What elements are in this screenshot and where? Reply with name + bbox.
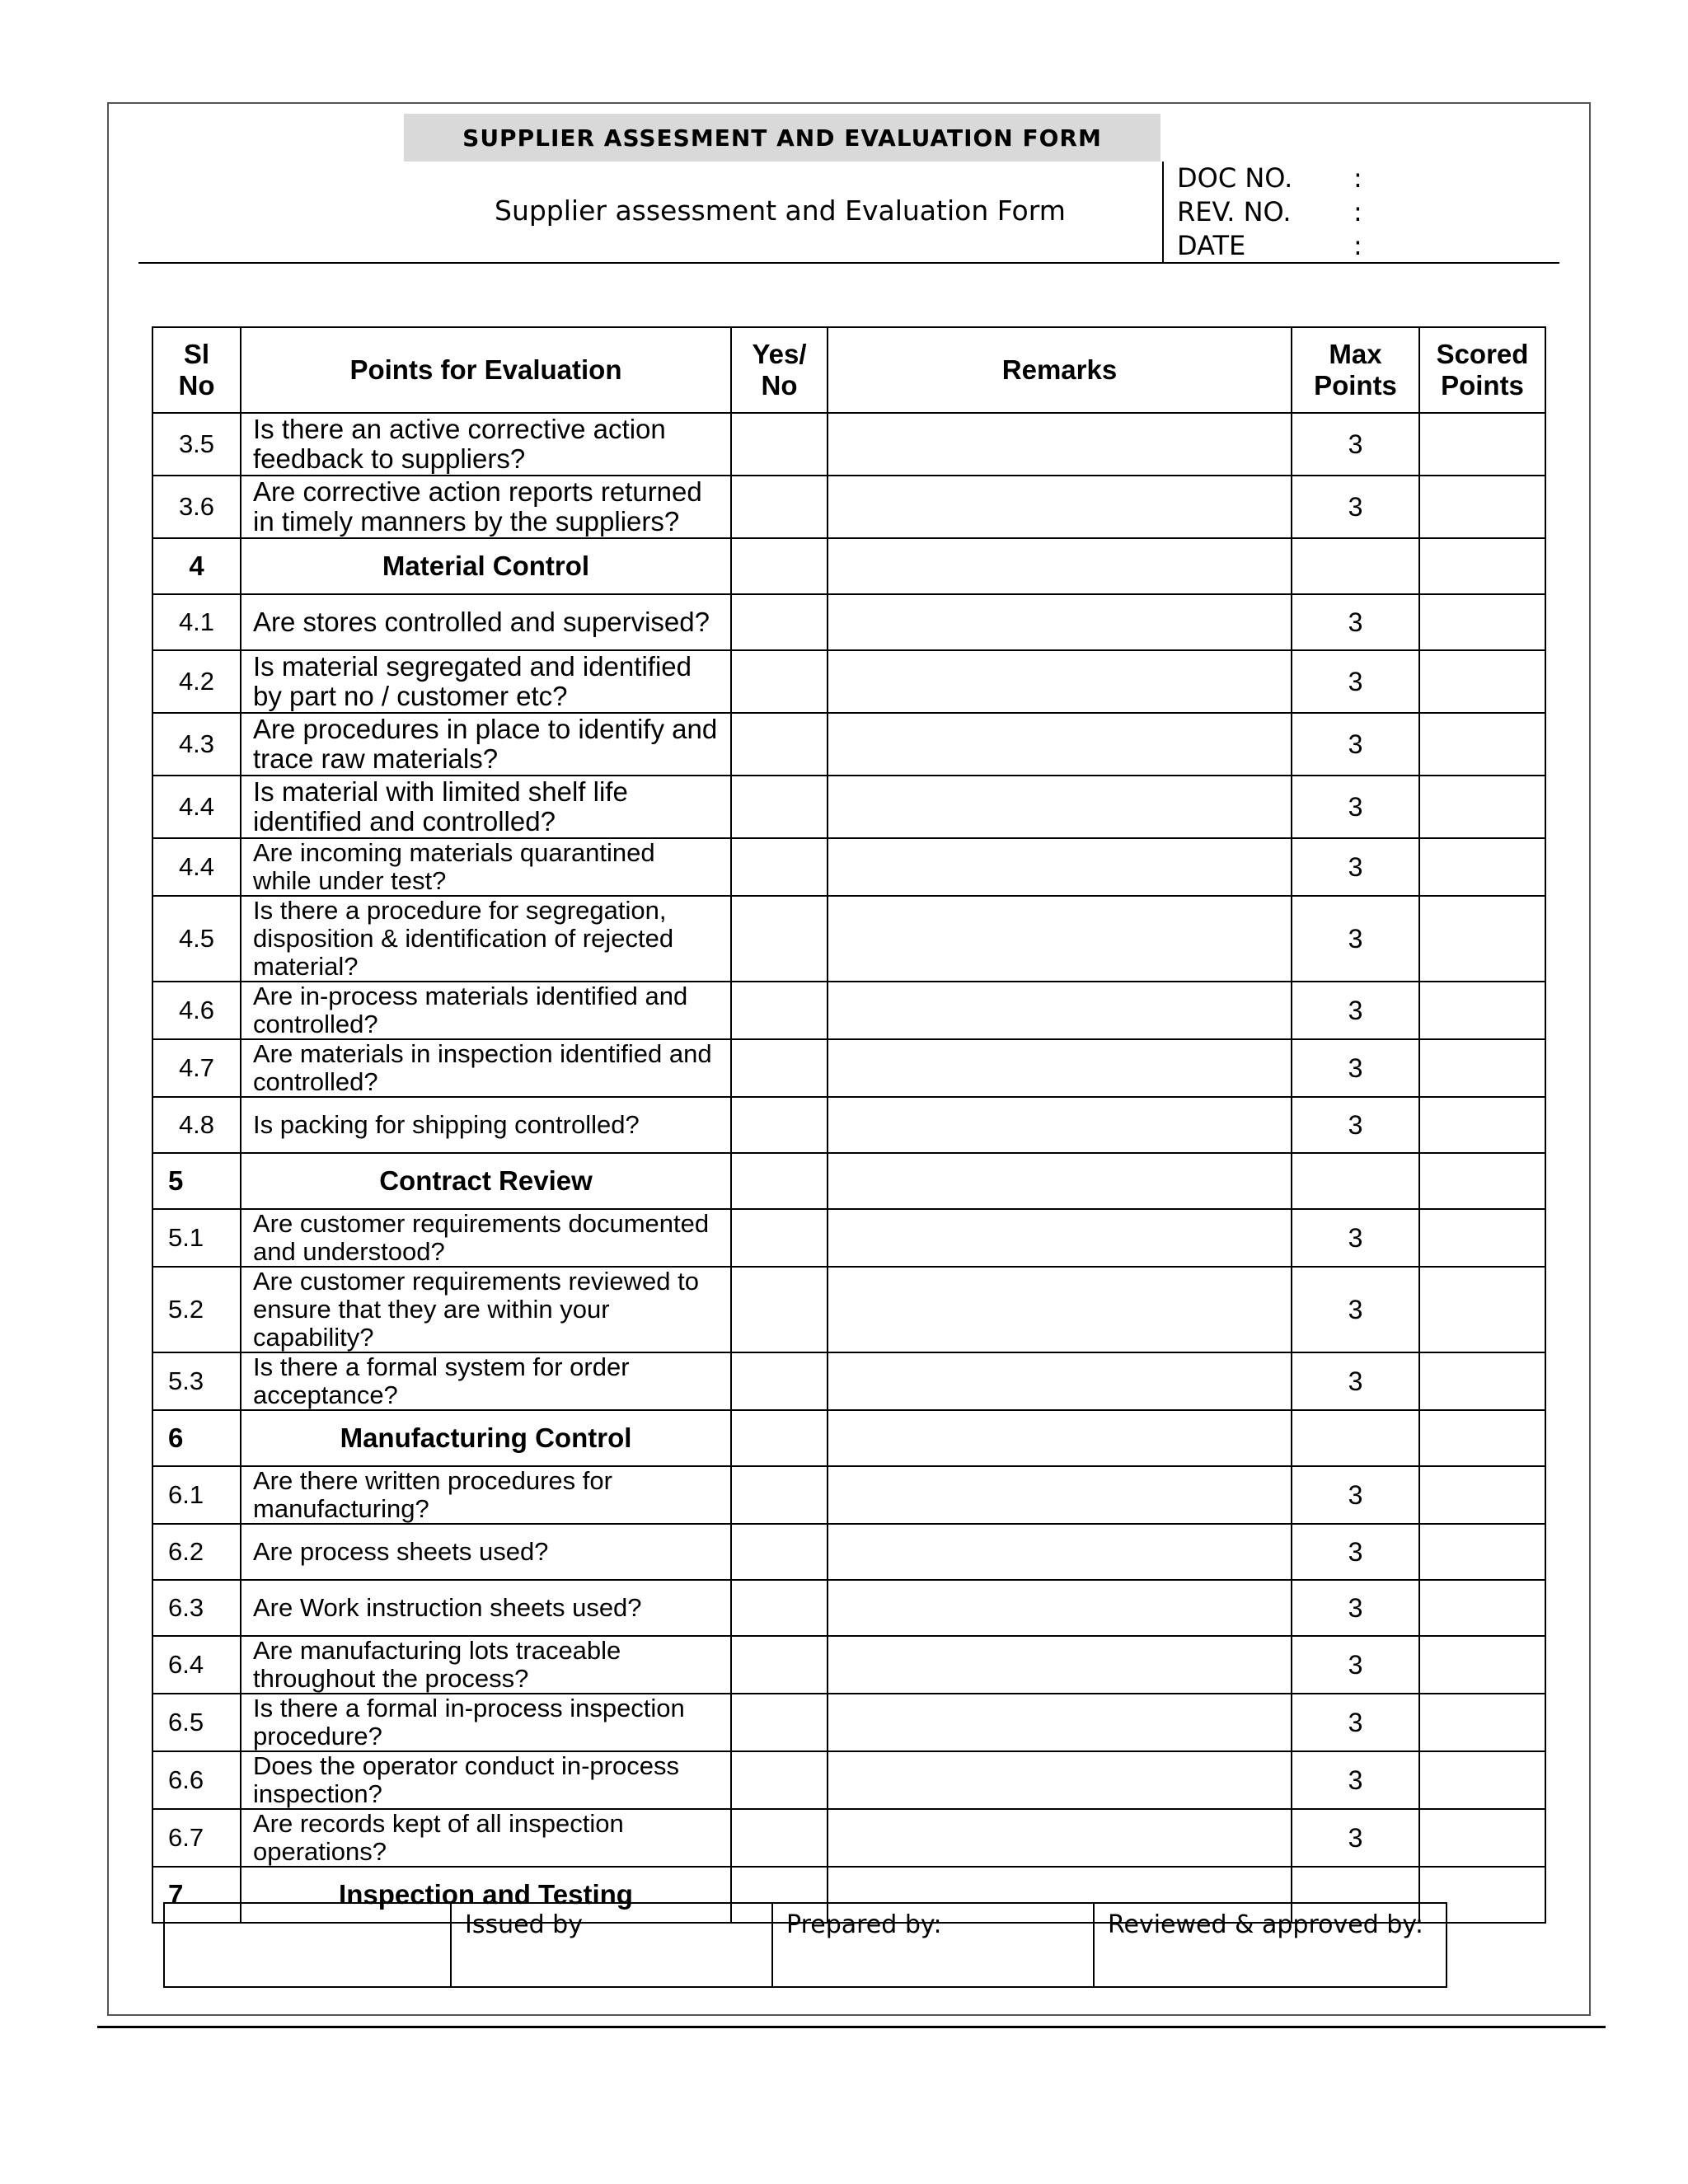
remarks-cell[interactable]	[828, 413, 1292, 476]
evaluation-point: Does the operator conduct in-process inspection?	[241, 1751, 731, 1809]
issued-by-cell[interactable]: Issued by	[451, 1903, 772, 1987]
table-row	[152, 1580, 1545, 1636]
scored-points-cell[interactable]	[1419, 982, 1545, 1039]
section-row	[152, 538, 1545, 594]
max-points-cell: 3	[1292, 1039, 1419, 1097]
remarks-cell[interactable]	[828, 1809, 1292, 1867]
yes-no-cell[interactable]	[731, 476, 828, 538]
document-info	[1177, 162, 1370, 263]
scored-points-cell[interactable]	[1419, 1039, 1545, 1097]
scored-points-cell[interactable]	[1419, 1267, 1545, 1352]
section-row	[152, 1153, 1545, 1209]
evaluation-point: Are materials in inspection identified and controlled?	[241, 1039, 731, 1097]
scored-points-cell[interactable]	[1419, 1097, 1545, 1153]
max-points-cell: 3	[1292, 776, 1419, 838]
sl-no-cell: 6.2	[152, 1524, 241, 1580]
remarks-cell[interactable]	[828, 476, 1292, 538]
sl-no-cell: 4.3	[152, 713, 241, 776]
sl-no-cell: 6.7	[152, 1809, 241, 1867]
yes-no-cell[interactable]	[731, 1580, 828, 1636]
scored-points-cell[interactable]	[1419, 650, 1545, 713]
remarks-cell[interactable]	[828, 1352, 1292, 1410]
evaluation-point: Is there a procedure for segregation, disposition & identification of rejected material?	[241, 896, 731, 982]
sl-no-cell: 7	[152, 1867, 241, 1923]
max-points-cell: 3	[1292, 1694, 1419, 1751]
date-colon: :	[1353, 230, 1362, 261]
evaluation-point: Is packing for shipping controlled?	[241, 1097, 731, 1153]
yes-no-cell[interactable]	[731, 1636, 828, 1694]
sl-no-cell: 4.8	[152, 1097, 241, 1153]
scored-points-cell[interactable]	[1419, 594, 1545, 650]
remarks-cell[interactable]	[828, 1636, 1292, 1694]
sl-no-cell: 6.5	[152, 1694, 241, 1751]
remarks-cell[interactable]	[828, 1039, 1292, 1097]
table-row	[152, 1352, 1545, 1410]
scored-points-cell[interactable]	[1419, 1636, 1545, 1694]
remarks-cell[interactable]	[828, 1466, 1292, 1524]
col-header-scored-points: Scored Points	[1419, 327, 1545, 413]
sl-no-cell: 4.5	[152, 896, 241, 982]
yes-no-cell[interactable]	[731, 1097, 828, 1153]
remarks-cell	[828, 1410, 1292, 1466]
evaluation-point: Are records kept of all inspection operations?	[241, 1809, 731, 1867]
evaluation-point: Are corrective action reports returned in timely manners by the suppliers?	[241, 476, 731, 538]
yes-no-cell[interactable]	[731, 982, 828, 1039]
sl-no-cell: 6.4	[152, 1636, 241, 1694]
table-row	[152, 713, 1545, 776]
section-row	[152, 1410, 1545, 1466]
section-title: Contract Review	[241, 1153, 731, 1209]
evaluation-point: Are Work instruction sheets used?	[241, 1580, 731, 1636]
evaluation-point: Are incoming materials quarantined while under test?	[241, 838, 731, 896]
table-row	[152, 1751, 1545, 1809]
sl-no-cell: 6.1	[152, 1466, 241, 1524]
max-points-cell	[1292, 1410, 1419, 1466]
remarks-cell	[828, 538, 1292, 594]
scored-points-cell[interactable]	[1419, 1524, 1545, 1580]
yes-no-cell[interactable]	[731, 1694, 828, 1751]
remarks-cell[interactable]	[828, 776, 1292, 838]
max-points-cell: 3	[1292, 896, 1419, 982]
col-header-sl-no: Sl No	[152, 327, 241, 413]
sl-no-cell: 5	[152, 1153, 241, 1209]
yes-no-cell[interactable]	[731, 1466, 828, 1524]
header-rule	[138, 262, 1559, 264]
max-points-cell: 3	[1292, 1466, 1419, 1524]
col-header-max-points: Max Points	[1292, 327, 1419, 413]
scored-points-cell	[1419, 1410, 1545, 1466]
scored-points-cell[interactable]	[1419, 413, 1545, 476]
scored-points-cell[interactable]	[1419, 1580, 1545, 1636]
section-title: Inspection and Testing	[241, 1867, 731, 1923]
max-points-cell: 3	[1292, 1267, 1419, 1352]
scored-points-cell	[1419, 1153, 1545, 1209]
scored-points-cell[interactable]	[1419, 713, 1545, 776]
evaluation-point: Is material with limited shelf life identified and controlled?	[241, 776, 731, 838]
remarks-cell[interactable]	[828, 1524, 1292, 1580]
evaluation-table	[152, 326, 1546, 1924]
sl-no-cell: 5.3	[152, 1352, 241, 1410]
max-points-cell	[1292, 1153, 1419, 1209]
remarks-cell[interactable]	[828, 713, 1292, 776]
max-points-cell: 3	[1292, 1524, 1419, 1580]
sl-no-cell: 4.1	[152, 594, 241, 650]
max-points-cell: 3	[1292, 1751, 1419, 1809]
evaluation-point: Are there written procedures for manufacturing?	[241, 1466, 731, 1524]
sl-no-cell: 4.4	[152, 776, 241, 838]
evaluation-point: Is there a formal system for order acceptance?	[241, 1352, 731, 1410]
col-header-remarks: Remarks	[828, 327, 1292, 413]
reviewed-by-cell[interactable]: Reviewed & approved by:	[1094, 1903, 1447, 1987]
yes-no-cell[interactable]	[731, 1751, 828, 1809]
approval-row	[164, 1903, 1447, 1987]
table-row	[152, 1267, 1545, 1352]
remarks-cell[interactable]	[828, 1209, 1292, 1267]
yes-no-cell	[731, 1410, 828, 1466]
remarks-cell[interactable]	[828, 838, 1292, 896]
col-header-points: Points for Evaluation	[241, 327, 731, 413]
table-row	[152, 1636, 1545, 1694]
table-row	[152, 1694, 1545, 1751]
scored-points-cell	[1419, 538, 1545, 594]
table-body	[152, 413, 1545, 1923]
evaluation-point: Are customer requirements documented and understood?	[241, 1209, 731, 1267]
remarks-cell[interactable]	[828, 1694, 1292, 1751]
yes-no-cell[interactable]	[731, 413, 828, 476]
max-points-cell: 3	[1292, 1352, 1419, 1410]
table-row	[152, 1209, 1545, 1267]
yes-no-cell[interactable]	[731, 1039, 828, 1097]
doc-no-colon: :	[1353, 162, 1362, 194]
sl-no-cell: 5.2	[152, 1267, 241, 1352]
yes-no-cell[interactable]	[731, 713, 828, 776]
yes-no-cell[interactable]	[731, 1524, 828, 1580]
yes-no-cell	[731, 538, 828, 594]
max-points-cell: 3	[1292, 1809, 1419, 1867]
sl-no-cell: 5.1	[152, 1209, 241, 1267]
table-row	[152, 650, 1545, 713]
max-points-cell: 3	[1292, 713, 1419, 776]
yes-no-cell[interactable]	[731, 594, 828, 650]
max-points-cell: 3	[1292, 594, 1419, 650]
sl-no-cell: 3.6	[152, 476, 241, 538]
approval-blank-cell	[164, 1903, 451, 1987]
table-row	[152, 476, 1545, 538]
yes-no-cell[interactable]	[731, 1209, 828, 1267]
table-row	[152, 776, 1545, 838]
scored-points-cell[interactable]	[1419, 476, 1545, 538]
sl-no-cell: 6	[152, 1410, 241, 1466]
sl-no-cell: 6.6	[152, 1751, 241, 1809]
col-header-yes-no: Yes/ No	[731, 327, 828, 413]
max-points-cell: 3	[1292, 1097, 1419, 1153]
table-row	[152, 1097, 1545, 1153]
yes-no-cell[interactable]	[731, 1267, 828, 1352]
date-row	[1177, 229, 1370, 263]
sl-no-cell: 4.4	[152, 838, 241, 896]
remarks-cell[interactable]	[828, 982, 1292, 1039]
scored-points-cell[interactable]	[1419, 1352, 1545, 1410]
remarks-cell[interactable]	[828, 1267, 1292, 1352]
evaluation-point: Are customer requirements reviewed to ensure that they are within your capability?	[241, 1267, 731, 1352]
table-row	[152, 1524, 1545, 1580]
table-row	[152, 838, 1545, 896]
form-title: SUPPLIER ASSESMENT AND EVALUATION FORM	[404, 114, 1160, 162]
prepared-by-cell[interactable]: Prepared by:	[772, 1903, 1094, 1987]
scored-points-cell[interactable]	[1419, 1466, 1545, 1524]
scored-points-cell[interactable]	[1419, 776, 1545, 838]
rev-no-row	[1177, 195, 1370, 229]
remarks-cell[interactable]	[828, 1751, 1292, 1809]
evaluation-point: Are manufacturing lots traceable throughout the process?	[241, 1636, 731, 1694]
yes-no-cell[interactable]	[731, 838, 828, 896]
sl-no-cell: 3.5	[152, 413, 241, 476]
scored-points-cell[interactable]	[1419, 1209, 1545, 1267]
doc-no-label: DOC NO.	[1177, 162, 1293, 194]
max-points-cell: 3	[1292, 1636, 1419, 1694]
sl-no-cell: 4.2	[152, 650, 241, 713]
page-bottom-rule	[97, 2026, 1606, 2028]
scored-points-cell[interactable]	[1419, 1751, 1545, 1809]
scored-points-cell[interactable]	[1419, 896, 1545, 982]
max-points-cell: 3	[1292, 1209, 1419, 1267]
evaluation-point: Are process sheets used?	[241, 1524, 731, 1580]
evaluation-point: Are procedures in place to identify and trace raw materials?	[241, 713, 731, 776]
max-points-cell: 3	[1292, 838, 1419, 896]
remarks-cell[interactable]	[828, 896, 1292, 982]
sl-no-cell: 6.3	[152, 1580, 241, 1636]
table-row	[152, 413, 1545, 476]
yes-no-cell[interactable]	[731, 1352, 828, 1410]
table-row	[152, 1809, 1545, 1867]
evaluation-point: Is material segregated and identified by part no / customer etc?	[241, 650, 731, 713]
remarks-cell[interactable]	[828, 1097, 1292, 1153]
sl-no-cell: 4.7	[152, 1039, 241, 1097]
max-points-cell: 3	[1292, 476, 1419, 538]
table-row	[152, 1466, 1545, 1524]
remarks-cell[interactable]	[828, 1580, 1292, 1636]
header-divider	[1162, 162, 1164, 262]
rev-no-colon: :	[1353, 196, 1362, 227]
remarks-cell[interactable]	[828, 594, 1292, 650]
table-row	[152, 594, 1545, 650]
scored-points-cell[interactable]	[1419, 1809, 1545, 1867]
table-header-row	[152, 327, 1545, 413]
max-points-cell	[1292, 538, 1419, 594]
scored-points-cell[interactable]	[1419, 1694, 1545, 1751]
yes-no-cell[interactable]	[731, 650, 828, 713]
yes-no-cell[interactable]	[731, 1809, 828, 1867]
form-subtitle: Supplier assessment and Evaluation Form	[495, 194, 1066, 227]
yes-no-cell	[731, 1153, 828, 1209]
section-title: Manufacturing Control	[241, 1410, 731, 1466]
table-row	[152, 896, 1545, 982]
sl-no-cell: 4.6	[152, 982, 241, 1039]
evaluation-point: Are in-process materials identified and controlled?	[241, 982, 731, 1039]
approval-table	[163, 1902, 1447, 1988]
scored-points-cell[interactable]	[1419, 838, 1545, 896]
evaluation-point: Is there a formal in-process inspection procedure?	[241, 1694, 731, 1751]
yes-no-cell[interactable]	[731, 776, 828, 838]
max-points-cell: 3	[1292, 413, 1419, 476]
section-title: Material Control	[241, 538, 731, 594]
remarks-cell	[828, 1153, 1292, 1209]
rev-no-label: REV. NO.	[1177, 196, 1292, 227]
remarks-cell[interactable]	[828, 650, 1292, 713]
sl-no-cell: 4	[152, 538, 241, 594]
date-label: DATE	[1177, 230, 1246, 261]
evaluation-point: Are stores controlled and supervised?	[241, 594, 731, 650]
table-row	[152, 1039, 1545, 1097]
doc-no-row	[1177, 162, 1370, 195]
evaluation-point: Is there an active corrective action feedback to suppliers?	[241, 413, 731, 476]
yes-no-cell[interactable]	[731, 896, 828, 982]
table-row	[152, 982, 1545, 1039]
max-points-cell: 3	[1292, 982, 1419, 1039]
max-points-cell: 3	[1292, 1580, 1419, 1636]
max-points-cell: 3	[1292, 650, 1419, 713]
